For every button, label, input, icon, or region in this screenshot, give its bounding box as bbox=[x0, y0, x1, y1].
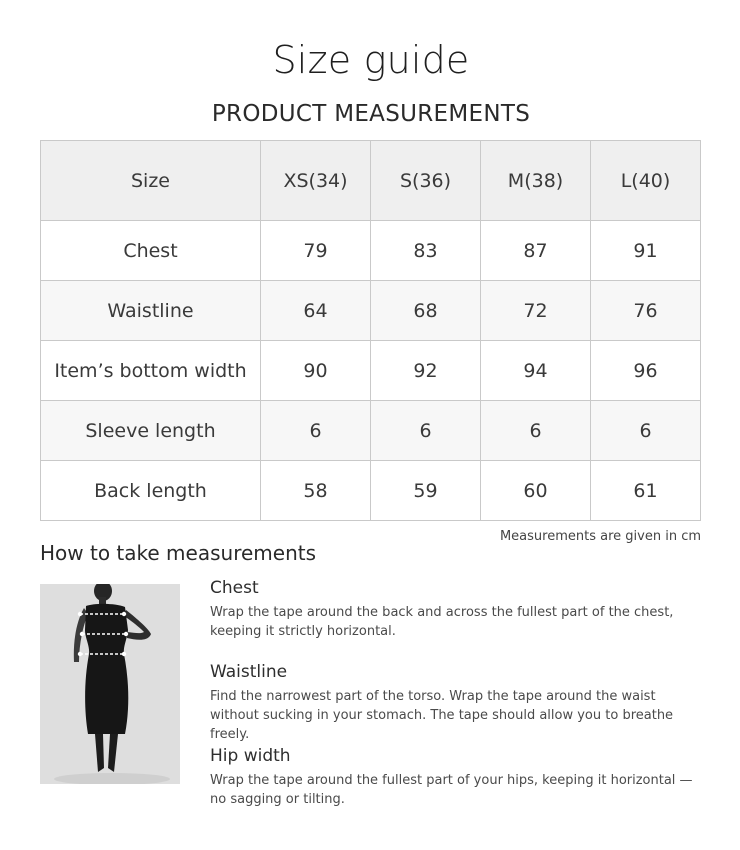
table-cell: 96 bbox=[591, 341, 701, 401]
table-row bbox=[41, 221, 701, 281]
measurement-figure-image bbox=[40, 584, 180, 784]
section-heading: Waistline bbox=[210, 662, 288, 682]
section-heading: Chest bbox=[210, 578, 259, 598]
table-cell: 64 bbox=[261, 281, 371, 341]
table-cell: 87 bbox=[481, 221, 591, 281]
section-text: Find the narrowest part of the torso. Wrap the tape around the waist without sucking in your stomach. The tape should allow you to breathe freely. bbox=[210, 689, 674, 742]
table-header-row bbox=[41, 141, 701, 221]
page-title: Size guide bbox=[272, 38, 470, 82]
table-cell: 76 bbox=[591, 281, 701, 341]
row-label: Item’s bottom width bbox=[41, 341, 261, 401]
table-cell: 72 bbox=[481, 281, 591, 341]
table-cell: 90 bbox=[261, 341, 371, 401]
row-label: Sleeve length bbox=[41, 401, 261, 461]
table-cell: 83 bbox=[371, 221, 481, 281]
table-cell: 59 bbox=[371, 461, 481, 521]
howto-section-waistline bbox=[210, 662, 705, 744]
table-cell: 92 bbox=[371, 341, 481, 401]
header-cell-m: M(38) bbox=[481, 141, 591, 221]
size-table bbox=[40, 140, 701, 521]
header-cell-s: S(36) bbox=[371, 141, 481, 221]
section-text: Wrap the tape around the back and across the fullest part of the chest, keeping it strictly horizontal. bbox=[210, 605, 674, 639]
row-label: Waistline bbox=[41, 281, 261, 341]
header-cell-l: L(40) bbox=[591, 141, 701, 221]
row-label: Chest bbox=[41, 221, 261, 281]
table-cell: 91 bbox=[591, 221, 701, 281]
units-note: Measurements are given in cm bbox=[499, 529, 701, 544]
table-cell: 68 bbox=[371, 281, 481, 341]
table-cell: 6 bbox=[591, 401, 701, 461]
table-cell: 94 bbox=[481, 341, 591, 401]
table-row bbox=[41, 341, 701, 401]
section-text: Wrap the tape around the fullest part of your hips, keeping it horizontal — no sagging or tilting. bbox=[210, 773, 693, 807]
table-cell: 79 bbox=[261, 221, 371, 281]
table-cell: 6 bbox=[371, 401, 481, 461]
section-subtitle: PRODUCT MEASUREMENTS bbox=[211, 101, 531, 127]
table-cell: 6 bbox=[481, 401, 591, 461]
table-row bbox=[41, 401, 701, 461]
table-cell: 60 bbox=[481, 461, 591, 521]
table-row bbox=[41, 281, 701, 341]
howto-title: How to take measurements bbox=[40, 541, 317, 565]
howto-section-chest bbox=[210, 578, 705, 641]
row-label: Back length bbox=[41, 461, 261, 521]
table-cell: 6 bbox=[261, 401, 371, 461]
header-cell-xs: XS(34) bbox=[261, 141, 371, 221]
table-cell: 58 bbox=[261, 461, 371, 521]
section-heading: Hip width bbox=[210, 746, 291, 766]
header-cell-size: Size bbox=[41, 141, 261, 221]
table-cell: 61 bbox=[591, 461, 701, 521]
table-row bbox=[41, 461, 701, 521]
howto-section-hip-width bbox=[210, 746, 705, 809]
